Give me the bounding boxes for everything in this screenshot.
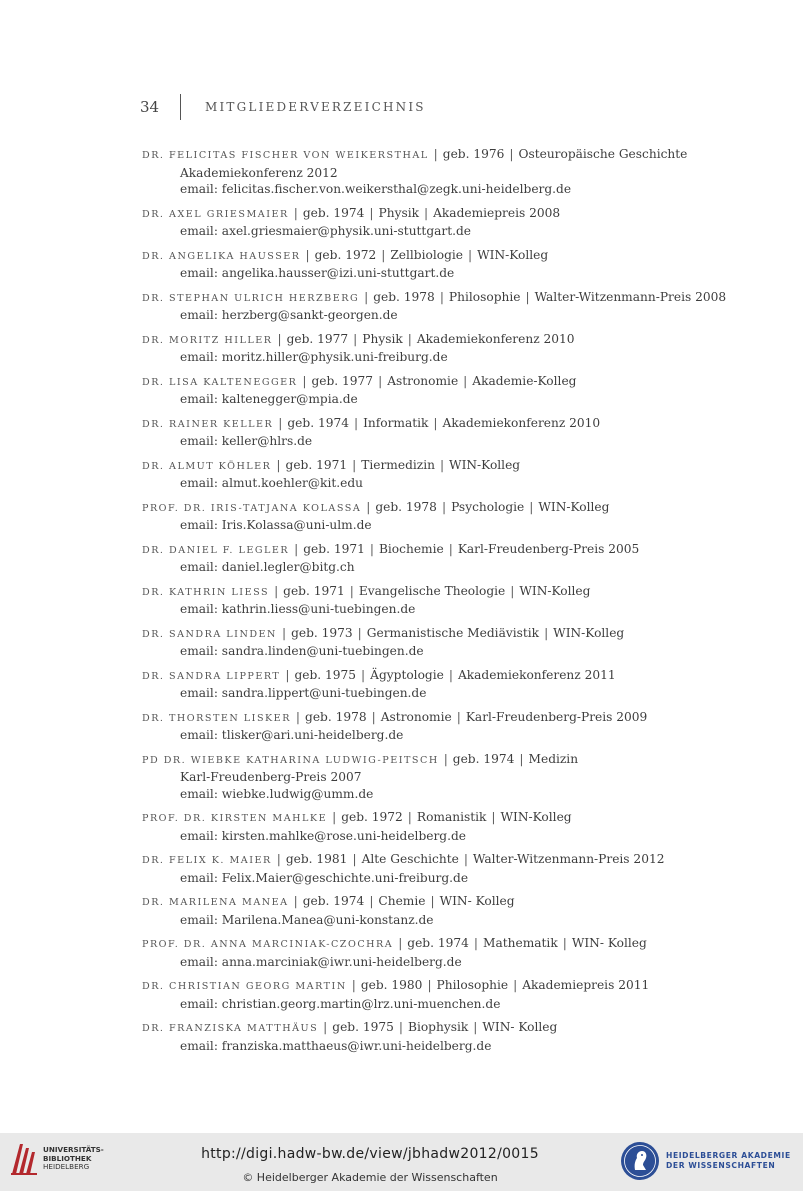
discipline: Informatik	[363, 415, 429, 430]
member-line	[142, 146, 742, 165]
separator: |	[366, 499, 371, 514]
member-line	[142, 893, 742, 912]
member-entry	[142, 583, 742, 618]
member-entry	[142, 205, 742, 240]
separator: |	[352, 852, 357, 866]
discipline: Osteuropäische Geschichte	[518, 147, 688, 161]
member-line	[142, 457, 742, 476]
member-line	[142, 415, 742, 434]
award: Karl-Freudenberg-Preis 2007	[180, 770, 362, 784]
discipline: Alte Geschichte	[361, 852, 459, 866]
member-name: DR. MORITZ HILLER	[142, 334, 273, 346]
member-entry	[142, 541, 742, 576]
member-email[interactable]: email: Iris.Kolassa@uni-ulm.de	[180, 518, 372, 532]
member-name: DR. SANDRA LIPPERT	[142, 670, 281, 682]
award: Karl-Freudenberg-Preis 2009	[465, 709, 648, 724]
member-name: DR. AXEL GRIESMAIER	[142, 208, 289, 220]
separator: |	[332, 810, 337, 824]
member-line	[142, 247, 742, 266]
member-email[interactable]: email: christian.georg.martin@lrz.uni-muenchen.de	[180, 996, 501, 1011]
separator: |	[491, 810, 496, 824]
academy-seal-icon	[620, 1141, 660, 1181]
separator: |	[274, 583, 279, 598]
discipline: Philosophie	[448, 289, 521, 304]
copyright-notice: © Heidelberger Akademie der Wissenschaften	[242, 1171, 498, 1184]
member-name: PROF. DR. IRIS-TATJANA KOLASSA	[142, 502, 362, 514]
member-email[interactable]: email: wiebke.ludwig@umm.de	[180, 786, 374, 801]
member-email[interactable]: email: franziska.matthaeus@iwr.uni-heidelberg.de	[180, 1038, 492, 1053]
member-name: PROF. DR. KIRSTEN MAHLKE	[142, 813, 328, 824]
discipline: Tiermedizin	[361, 457, 435, 472]
separator: |	[398, 936, 403, 950]
member-entry	[142, 1019, 742, 1054]
award: Akademiekonferenz 2012	[180, 165, 338, 180]
separator: |	[276, 852, 281, 866]
member-email[interactable]: email: herzberg@sankt-georgen.de	[180, 308, 398, 322]
member-line	[142, 625, 742, 644]
discipline: Germanistische Mediävistik	[366, 625, 540, 640]
member-line	[142, 289, 742, 308]
birth-year: geb. 1981	[285, 852, 348, 866]
member-name: DR. RAINER KELLER	[142, 418, 274, 430]
discipline: Ägyptologie	[370, 667, 444, 682]
member-email[interactable]: email: sandra.lippert@uni-tuebingen.de	[180, 686, 427, 700]
member-name: DR. FELICITAS FISCHER VON WEIKERSTHAL	[142, 150, 429, 161]
separator: |	[369, 205, 374, 220]
separator: |	[285, 667, 290, 682]
university-library-text: UNIVERSITÄTS- BIBLIOTHEK HEIDELBERG	[43, 1145, 104, 1172]
member-entry	[142, 709, 742, 744]
birth-year: geb. 1976	[442, 147, 505, 161]
discipline: Physik	[378, 205, 420, 220]
academy-logo[interactable]	[620, 1141, 791, 1181]
member-entry	[142, 625, 742, 660]
separator: |	[361, 667, 366, 682]
member-email[interactable]: email: felicitas.fischer.von.weikersthal@zegk.uni-heidelberg.de	[180, 182, 572, 196]
page-header	[140, 94, 426, 120]
separator: |	[544, 625, 549, 640]
separator: |	[305, 247, 310, 262]
member-name: DR. KATHRIN LIESS	[142, 586, 270, 598]
member-line	[142, 935, 742, 954]
member-email[interactable]: email: anna.marciniak@iwr.uni-heidelberg.de	[180, 954, 462, 969]
separator: |	[281, 625, 287, 640]
member-line	[142, 205, 742, 224]
member-email[interactable]: email: tlisker@ari.uni-heidelberg.de	[180, 728, 404, 742]
separator: |	[351, 978, 356, 992]
member-name: PD DR. WIEBKE KATHARINA LUDWIG-PEITSCH	[142, 754, 439, 766]
discipline: Physik	[362, 331, 403, 346]
separator: |	[407, 331, 412, 346]
member-entry	[142, 373, 742, 408]
member-name: DR. DANIEL F. LEGLER	[142, 544, 290, 556]
birth-year: geb. 1978	[373, 289, 435, 304]
member-name: DR. CHRISTIAN GEORG MARTIN	[142, 981, 347, 992]
member-name: DR. LISA KALTENEGGER	[142, 376, 298, 388]
member-email[interactable]: email: kirsten.mahlke@rose.uni-heidelberg.de	[180, 828, 466, 843]
award: Akademiekonferenz 2011	[457, 667, 616, 682]
separator: |	[278, 415, 283, 430]
member-name: DR. ALMUT KÖHLER	[142, 460, 272, 472]
birth-year: geb. 1977	[286, 331, 349, 346]
separator: |	[378, 373, 383, 388]
separator: |	[468, 247, 473, 262]
birth-year: geb. 1974	[407, 936, 469, 950]
member-line	[142, 499, 742, 518]
separator: |	[364, 289, 369, 304]
separator: |	[424, 205, 429, 220]
member-line	[142, 977, 742, 996]
award: Karl-Freudenberg-Preis 2005	[457, 541, 640, 556]
discipline: Psychologie	[451, 499, 525, 514]
award: WIN- Kolleg	[439, 894, 515, 908]
member-name: DR. SANDRA LINDEN	[142, 628, 277, 640]
member-line	[142, 373, 742, 392]
separator: |	[353, 415, 359, 430]
member-line	[142, 851, 742, 870]
separator: |	[398, 1020, 403, 1034]
award: WIN-Kolleg	[553, 625, 625, 640]
member-line	[142, 541, 742, 560]
birth-year: geb. 1978	[305, 709, 367, 724]
discipline: Evangelische Theologie	[358, 583, 506, 598]
award: WIN-Kolleg	[500, 810, 572, 824]
award: WIN- Kolleg	[571, 936, 647, 950]
discipline: Biophysik	[407, 1020, 469, 1034]
birth-year: geb. 1971	[283, 583, 345, 598]
birth-year: geb. 1971	[285, 457, 348, 472]
birth-year: geb. 1974	[302, 205, 365, 220]
member-entry	[142, 977, 742, 1012]
birth-year: geb. 1975	[332, 1020, 394, 1034]
section-title: MITGLIEDERVERZEICHNIS	[205, 100, 426, 114]
separator: |	[427, 978, 432, 992]
award: Walter-Witzenmann-Preis 2012	[472, 852, 665, 866]
member-name: DR. THORSTEN LISKER	[142, 712, 291, 724]
member-email[interactable]: email: sandra.linden@uni-tuebingen.de	[180, 644, 424, 658]
birth-year: geb. 1972	[341, 810, 403, 824]
member-entry	[142, 809, 742, 844]
member-entry	[142, 751, 742, 803]
member-name: DR. ANGELIKA HAUSSER	[142, 250, 301, 262]
discipline: Philosophie	[436, 978, 509, 992]
member-entry	[142, 893, 742, 928]
discipline: Chemie	[378, 894, 426, 908]
member-entry	[142, 935, 742, 970]
separator: |	[371, 709, 376, 724]
separator: |	[510, 583, 515, 598]
member-name: DR. MARILENA MANEA	[142, 897, 289, 908]
member-entry	[142, 667, 742, 702]
discipline: Medizin	[528, 751, 579, 766]
member-email[interactable]: email: axel.griesmaier@physik.uni-stuttgart.de	[180, 224, 472, 238]
discipline: Astronomie	[387, 373, 459, 388]
birth-year: geb. 1974	[287, 415, 349, 430]
separator: |	[463, 852, 468, 866]
birth-year: geb. 1972	[314, 247, 377, 262]
separator: |	[443, 751, 448, 766]
member-line	[142, 583, 742, 602]
member-email[interactable]: email: angelika.hausser@izi.uni-stuttgart.de	[180, 266, 455, 280]
page-number: 34	[140, 98, 160, 116]
award: Akademiepreis 2011	[522, 978, 650, 992]
separator: |	[277, 331, 282, 346]
member-entry	[142, 247, 742, 282]
award: Akademiekonferenz 2010	[442, 415, 601, 430]
separator: |	[456, 709, 461, 724]
member-entry	[142, 457, 742, 492]
separator: |	[433, 147, 438, 161]
separator: |	[433, 415, 438, 430]
member-email[interactable]: email: almut.koehler@kit.edu	[180, 476, 363, 490]
discipline: Zellbiologie	[390, 247, 463, 262]
separator: |	[407, 810, 412, 824]
birth-year: geb. 1975	[294, 667, 357, 682]
separator: |	[441, 499, 447, 514]
award: WIN- Kolleg	[482, 1020, 558, 1034]
birth-year: geb. 1973	[291, 625, 353, 640]
member-line	[142, 709, 742, 728]
member-entry	[142, 146, 742, 198]
separator: |	[448, 541, 453, 556]
member-name: PROF. DR. ANNA MARCINIAK-CZOCHRA	[142, 939, 394, 950]
permalink-url[interactable]: http://digi.hadw-bw.de/view/jbhadw2012/0015	[201, 1146, 539, 1162]
award: Akademiekonferenz 2010	[416, 331, 575, 346]
separator: |	[276, 457, 281, 472]
member-email[interactable]: email: daniel.legler@bitg.ch	[180, 560, 355, 574]
separator: |	[439, 457, 445, 472]
birth-year: geb. 1971	[303, 541, 365, 556]
discipline: Mathematik	[483, 936, 558, 950]
separator: |	[293, 205, 298, 220]
header-divider	[180, 94, 181, 120]
separator: |	[519, 751, 524, 766]
separator: |	[302, 373, 307, 388]
member-email[interactable]: email: Marilena.Manea@uni-konstanz.de	[180, 912, 434, 927]
separator: |	[473, 1020, 478, 1034]
separator: |	[448, 667, 453, 682]
award: Akademiepreis 2008	[433, 205, 561, 220]
separator: |	[369, 541, 374, 556]
member-line	[142, 809, 742, 828]
member-email[interactable]: email: moritz.hiller@physik.uni-freiburg.de	[180, 350, 448, 364]
separator: |	[525, 289, 530, 304]
separator: |	[473, 936, 478, 950]
member-line	[142, 751, 742, 770]
separator: |	[294, 541, 299, 556]
footer-bar	[0, 1133, 803, 1191]
award: WIN-Kolleg	[519, 583, 591, 598]
birth-year: geb. 1980	[360, 978, 423, 992]
discipline: Astronomie	[380, 709, 452, 724]
award: WIN-Kolleg	[538, 499, 610, 514]
member-line	[142, 331, 742, 350]
member-entry	[142, 499, 742, 534]
separator: |	[353, 331, 358, 346]
separator: |	[463, 373, 468, 388]
separator: |	[293, 894, 298, 908]
separator: |	[295, 709, 301, 724]
separator: |	[513, 978, 518, 992]
separator: |	[562, 936, 567, 950]
award: Walter-Witzenmann-Preis 2008	[534, 289, 727, 304]
separator: |	[529, 499, 534, 514]
member-name: DR. FELIX K. MAIER	[142, 855, 272, 866]
separator: |	[381, 247, 386, 262]
award: WIN-Kolleg	[449, 457, 521, 472]
member-name: DR. FRANZISKA MATTHÄUS	[142, 1023, 319, 1034]
birth-year: geb. 1978	[375, 499, 437, 514]
member-email[interactable]: email: kaltenegger@mpia.de	[180, 392, 358, 406]
discipline: Biochemie	[378, 541, 444, 556]
birth-year: geb. 1974	[302, 894, 365, 908]
member-line	[142, 667, 742, 686]
member-email[interactable]: email: Felix.Maier@geschichte.uni-freiburg.de	[180, 870, 469, 885]
discipline: Romanistik	[416, 810, 487, 824]
member-list	[142, 146, 742, 1061]
separator: |	[349, 583, 354, 598]
birth-year: geb. 1974	[452, 751, 515, 766]
member-entry	[142, 331, 742, 366]
award: WIN-Kolleg	[477, 247, 549, 262]
separator: |	[439, 289, 444, 304]
member-entry	[142, 851, 742, 886]
separator: |	[357, 625, 362, 640]
member-line	[142, 1019, 742, 1038]
separator: |	[509, 147, 514, 161]
separator: |	[323, 1020, 328, 1034]
birth-year: geb. 1977	[311, 373, 374, 388]
member-name: DR. STEPHAN ULRICH HERZBERG	[142, 292, 360, 304]
academy-text: HEIDELBERGER AKADEMIE DER WISSENSCHAFTEN	[666, 1151, 791, 1170]
member-email[interactable]: email: keller@hlrs.de	[180, 434, 313, 448]
separator: |	[352, 457, 357, 472]
separator: |	[430, 894, 435, 908]
award: Akademie-Kolleg	[472, 373, 577, 388]
member-entry	[142, 415, 742, 450]
separator: |	[369, 894, 374, 908]
member-email[interactable]: email: kathrin.liess@uni-tuebingen.de	[180, 602, 416, 616]
member-entry	[142, 289, 742, 324]
